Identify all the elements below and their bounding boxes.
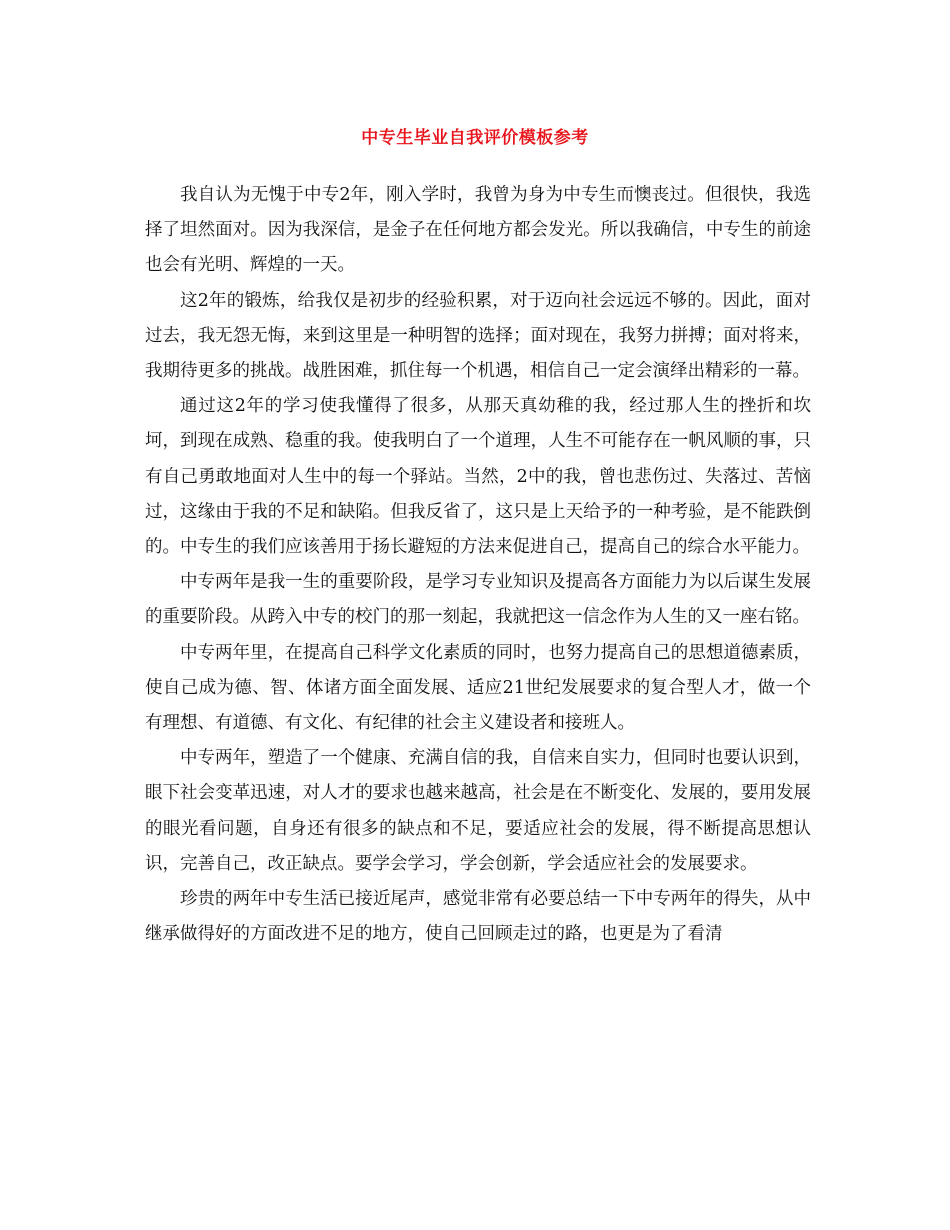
document-title: 中专生毕业自我评价模板参考 — [361, 128, 589, 148]
paragraph-6: 中专两年，塑造了一个健康、充满自信的我，自信来自实力，但同时也要认识到，眼下社会变革迅速，对人才的要求也越来越高，社会是在不断变化、发展的，要用发展的眼光看问题，自身还有很多的缺点和不足，要适应社会的发展，得不断提高思想认识，完善自己，改正缺点。要学会学习，学会创新，学会适应社会的发展要求。 — [145, 748, 811, 874]
paragraph-7: 珍贵的两年中专生活已接近尾声，感觉非常有必要总结一下中专两年的得失，从中继承做得好的方面改进不足的地方，使自己回顾走过的路，也更是为了看清 — [145, 889, 811, 945]
paragraph-4: 中专两年是我一生的重要阶段，是学习专业知识及提高各方面能力为以后谋生发展的重要阶段。从跨入中专的校门的那一刻起，我就把这一信念作为人生的又一座右铭。 — [145, 572, 811, 628]
paragraph-1: 我自认为无愧于中专2年，刚入学时，我曾为身为中专生而懊丧过。但很快，我选择了坦然面对。因为我深信，是金子在任何地方都会发光。所以我确信，中专生的前途也会有光明、辉煌的一天。 — [145, 185, 811, 276]
paragraph-2: 这2年的锻炼，给我仅是初步的经验积累，对于迈向社会远远不够的。因此，面对过去，我无怨无悔，来到这里是一种明智的选择；面对现在，我努力拼搏；面对将来，我期待更多的挑战。战胜困难，抓住每一个机遇，相信自己一定会演绎出精彩的一幕。 — [145, 290, 811, 382]
document-body — [145, 178, 811, 952]
paragraph-5: 中专两年里，在提高自己科学文化素质的同时，也努力提高自己的思想道德素质，使自己成为德、智、体诸方面全面发展、适应21世纪发展要求的复合型人才，做一个有理想、有道德、有文化、有纪律的社会主义建设者和接班人。 — [145, 642, 811, 734]
paragraph-3: 通过这2年的学习使我懂得了很多，从那天真幼稚的我，经过那人生的挫折和坎坷，到现在成熟、稳重的我。使我明白了一个道理，人生不可能存在一帆风顺的事，只有自己勇敢地面对人生中的每一个驿站。当然，2中的我，曾也悲伤过、失落过、苦恼过，这缘由于我的不足和缺陷。但我反省了，这只是上天给予的一种考验，是不能跌倒的。中专生的我们应该善用于扬长避短的方法来促进自己，提高自己的综合水平能力。 — [145, 396, 811, 558]
